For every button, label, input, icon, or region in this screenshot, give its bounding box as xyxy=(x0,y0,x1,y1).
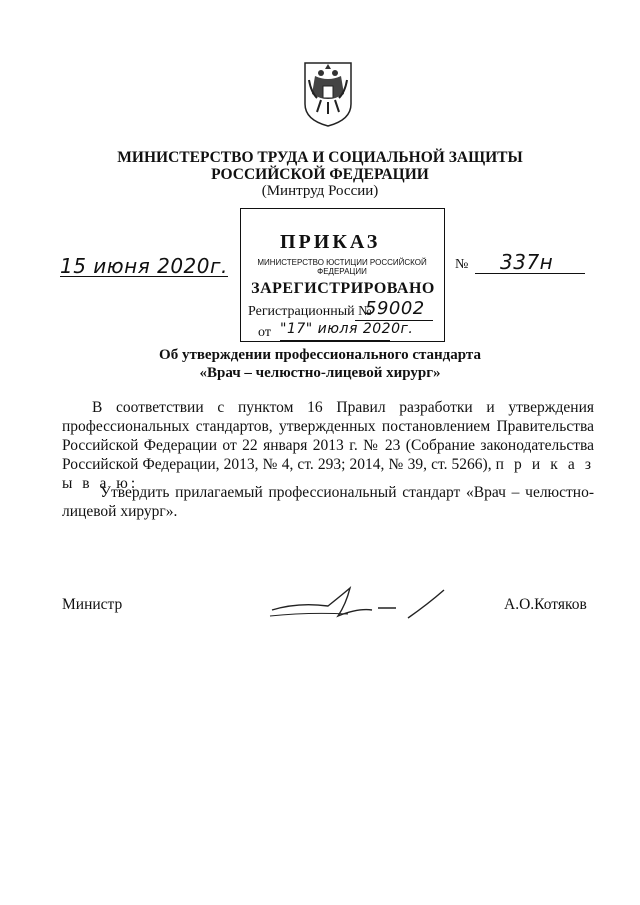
body-paragraph-1 xyxy=(62,398,594,493)
stamp-ministry: МИНИСТЕРСТВО ЮСТИЦИИ РОССИЙСКОЙ ФЕДЕРАЦИИ xyxy=(257,258,427,276)
order-number-underline xyxy=(475,273,585,274)
stamp-date: "17" июля 2020г. xyxy=(280,321,414,337)
order-date: 15 июня 2020г. xyxy=(60,254,228,278)
document-title xyxy=(0,346,640,382)
signer-position: Министр xyxy=(62,596,123,613)
ministry-name-line1: МИНИСТЕРСТВО ТРУДА И СОЦИАЛЬНОЙ ЗАЩИТЫ xyxy=(117,149,523,166)
registration-label: Регистрационный № xyxy=(248,304,372,319)
signer-name: А.О.Котяков xyxy=(504,596,587,613)
stamp-date-prefix: от xyxy=(258,325,271,340)
title-line2: «Врач – челюстно-лицевой хирург» xyxy=(199,365,441,381)
body-paragraph-2: Утвердить прилагаемый профессиональный стандарт «Врач – челюстно-лицевой хирург». xyxy=(62,484,594,520)
order-number: 337н xyxy=(500,250,554,274)
date-underline xyxy=(60,276,228,277)
paragraph-1-text: В соответствии с пунктом 16 Правил разработки и утверждения профессиональных стандартов, утвержденных постановлением Правительства Российской Федерации от 22 января 2013 г. № 23 (Собрание законодательства Российской Федерации, 2013, № 4, ст. 293; 2014, № 39, ст. 5266), xyxy=(62,399,594,473)
order-number-label: № xyxy=(455,257,469,272)
document-type: ПРИКАЗ xyxy=(280,231,381,253)
registration-number: 59002 xyxy=(365,298,425,319)
coat-of-arms-icon xyxy=(301,60,355,128)
handwritten-signature xyxy=(268,584,453,624)
stamp-date-underline xyxy=(280,340,390,341)
stamp-registered: ЗАРЕГИСТРИРОВАНО xyxy=(251,280,435,297)
order-verb: п р и к а з ы в а ю: xyxy=(62,456,595,492)
title-line1: Об утверждении профессионального стандарта xyxy=(159,347,481,363)
ministry-name-line2: РОССИЙСКОЙ ФЕДЕРАЦИИ xyxy=(211,166,429,183)
ministry-short-name: (Минтруд России) xyxy=(261,183,379,199)
